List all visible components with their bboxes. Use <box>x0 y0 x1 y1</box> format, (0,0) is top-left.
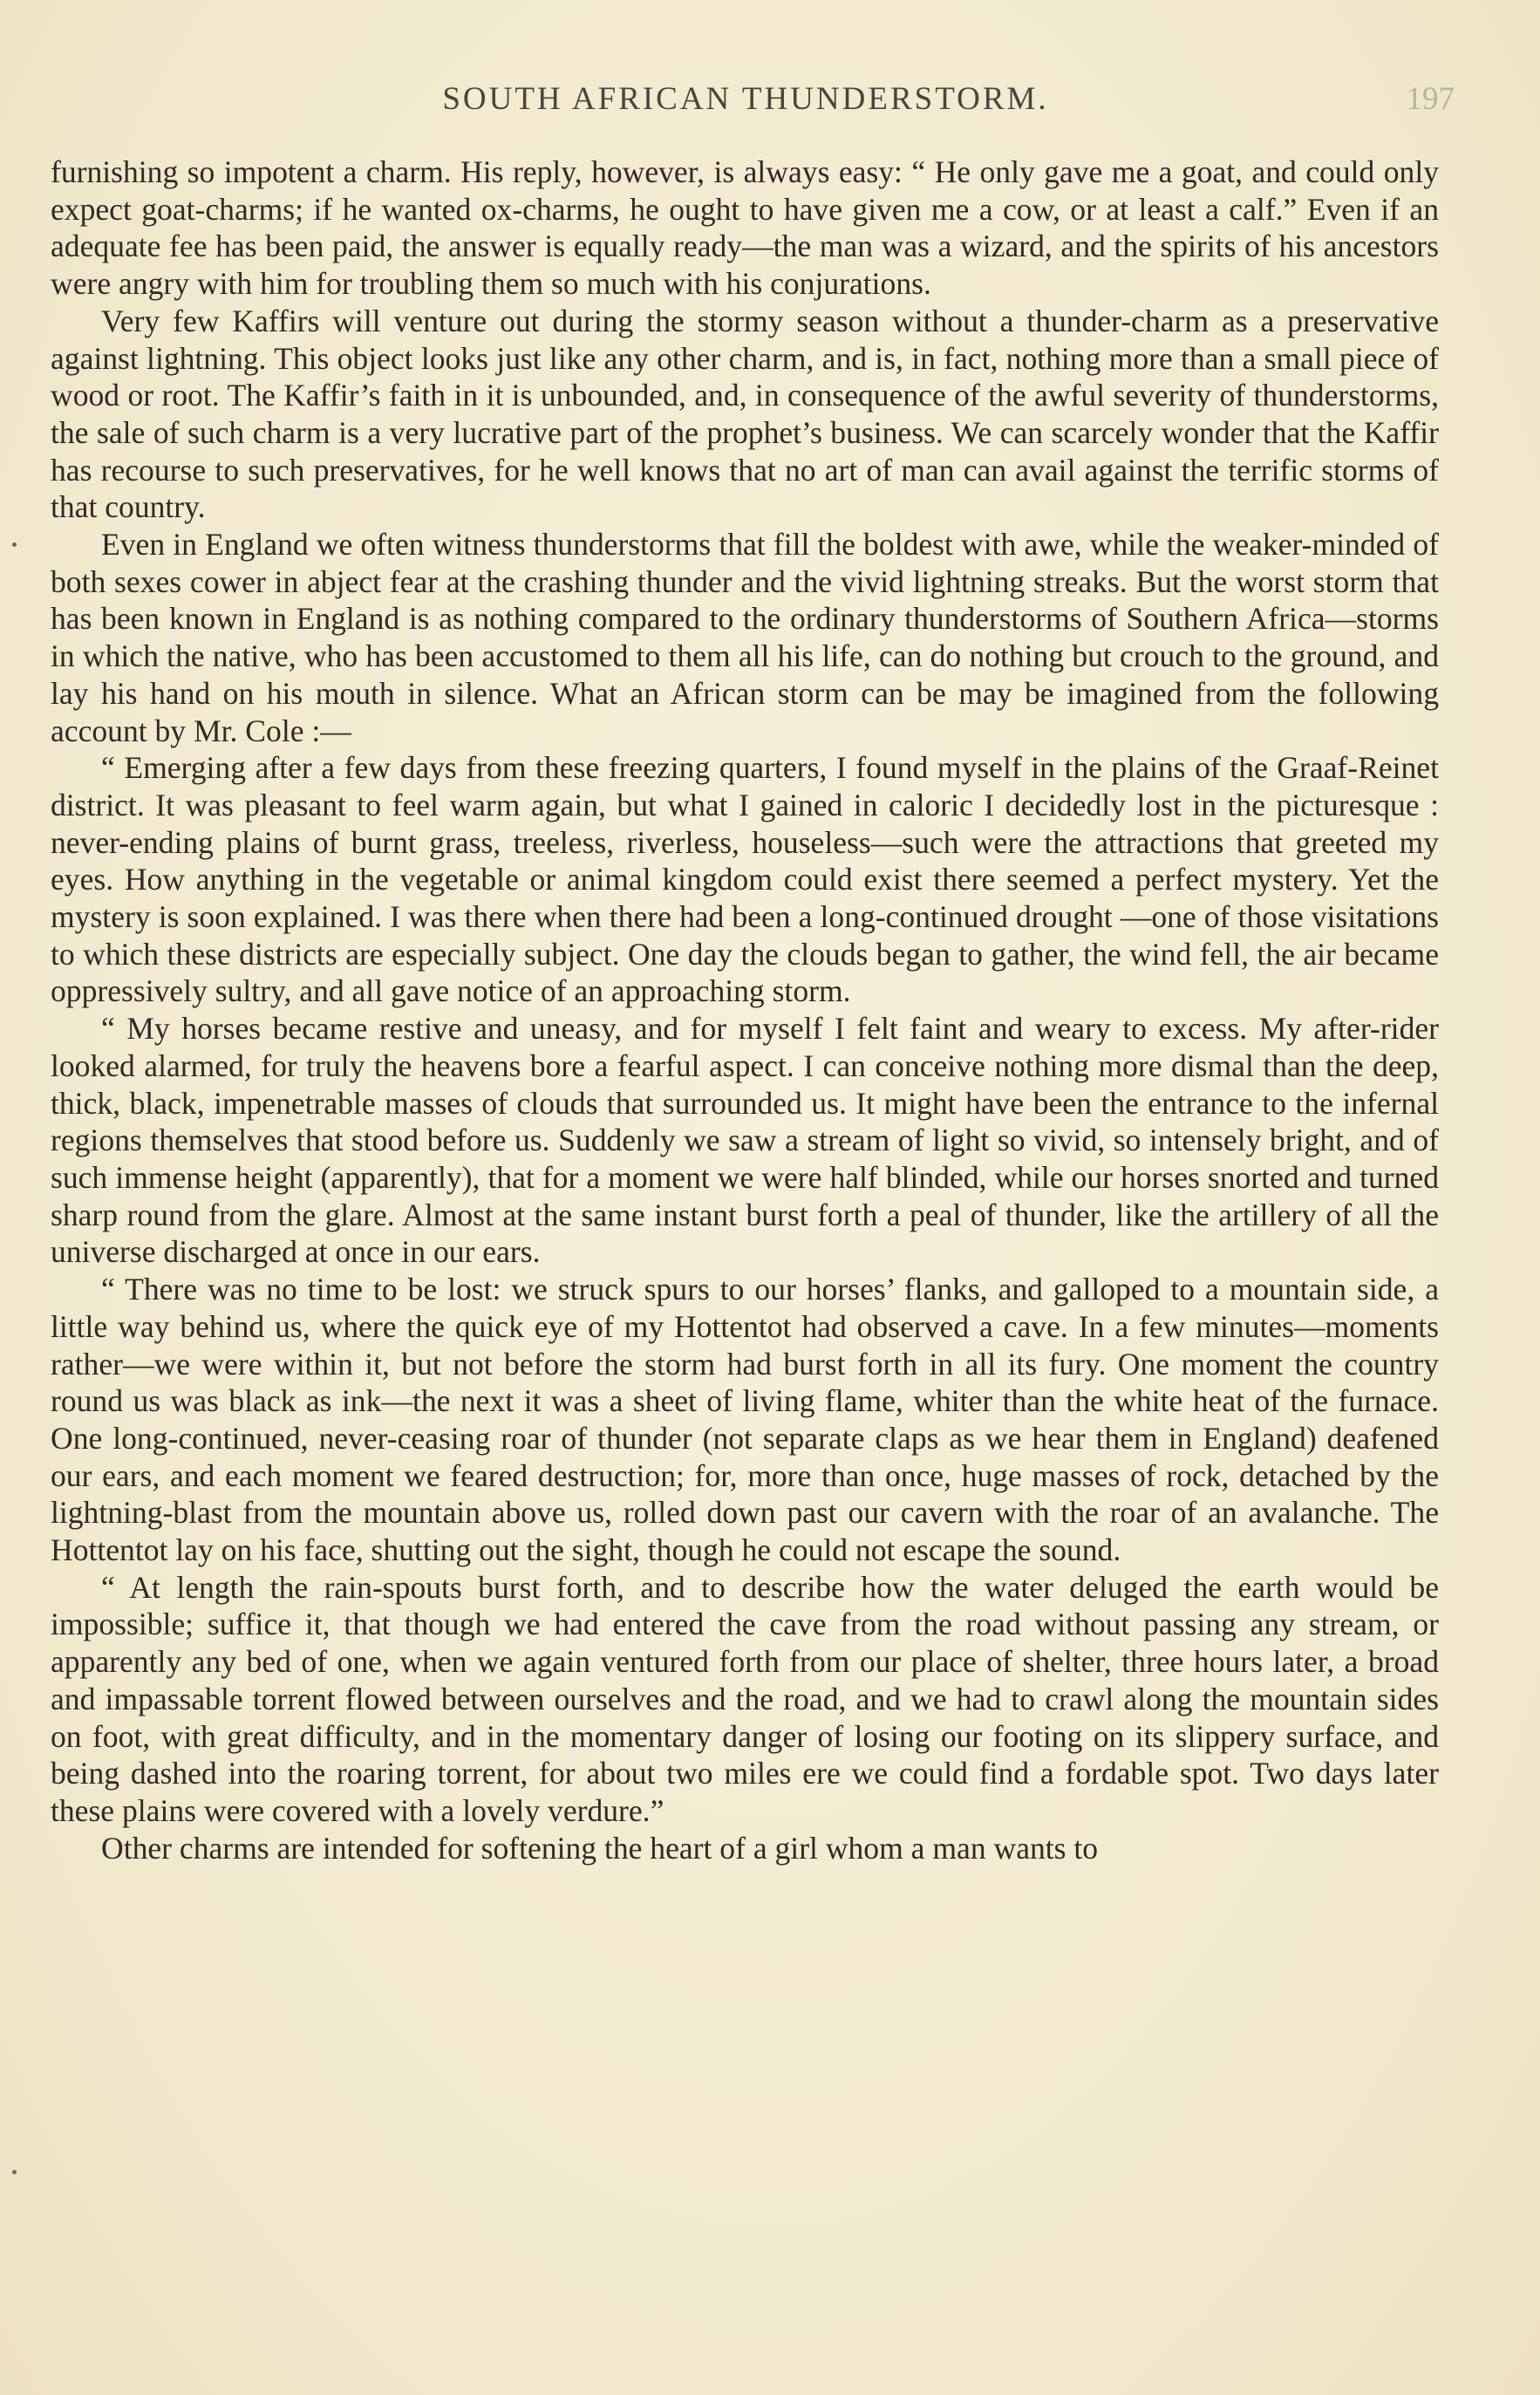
margin-dot-mark <box>12 2170 17 2174</box>
page-number: 197 <box>1406 81 1455 117</box>
paragraph: Even in England we often witness thunderstorms that fill the boldest with awe, while the weaker-minded of both sexes cower in abject fear at the crashing thunder and the vivid lightning streaks. But the worst storm that has been known in England is as nothing compared to the ordinary thunderstorms of Southern Africa—storms in which the native, who has been accustomed to them all his life, can do nothing but crouch to the ground, and lay his hand on his mouth in silence. What an African storm can be may be imagined from the following account by Mr. Cole :— <box>51 527 1439 748</box>
running-title: SOUTH AFRICAN THUNDERSTORM. <box>442 81 1049 117</box>
quoted-paragraph: “ At length the rain-spouts burst forth, and to describe how the water deluged the earth would be impossible; suffice it, that though we had entered the cave from the road without passing any stream, or apparently any bed of one, when we again ventured forth from our place of shelter, three hours later, a broad and impassable torrent flowed between ourselves and the road, and we had to crawl along the mountain sides on foot, with great difficulty, and in the momentary danger of losing our footing on its slippery surface, and being dashed into the roaring torrent, for about two miles ere we could find a fordable spot. Two days later these plains were covered with a lovely verdure.” <box>51 1569 1439 1828</box>
page-header <box>52 80 1455 124</box>
paragraph: Other charms are intended for softening the heart of a girl whom a man wants to <box>101 1830 1099 1866</box>
body-text <box>51 154 1439 1866</box>
quoted-paragraph: “ My horses became restive and uneasy, and for myself I felt faint and weary to excess. My after-rider looked alarmed, for truly the heavens bore a fearful aspect. I can conceive nothing more dismal than the deep, thick, black, impenetrable masses of clouds that surrounded us. It might have been the entrance to the infernal regions themselves that stood before us. Suddenly we saw a stream of light so vivid, so intensely bright, and of such immense height (apparently), that for a moment we were half blinded, while our horses snorted and turned sharp round from the glare. Almost at the same instant burst forth a peal of thunder, like the artillery of all the universe discharged at once in our ears. <box>51 1011 1439 1270</box>
quoted-paragraph: “ Emerging after a few days from these freezing quarters, I found myself in the plains of the Graaf-Reinet district. It was pleasant to feel warm again, but what I gained in caloric I decidedly lost in the picturesque : never-ending plains of burnt grass, treeless, riverless, houseless—such were the attractions that greeted my eyes. How anything in the vegetable or animal kingdom could exist there seemed a perfect mystery. Yet the mystery is soon explained. I was there when there had been a long-continued drought —one of those visitations to which these districts are especially subject. One day the clouds began to gather, the wind fell, the air became oppressively sultry, and all gave notice of an approaching storm. <box>51 750 1439 1009</box>
quoted-paragraph: “ There was no time to be lost: we struck spurs to our horses’ flanks, and galloped to a mountain side, a little way behind us, where the quick eye of my Hottentot had observed a cave. In a few minutes—moments rather—we were within it, but not before the storm had burst forth in all its fury. One moment the country round us was black as ink—the next it was a sheet of living flame, whiter than the white heat of the furnace. One long-continued, never-ceasing roar of thunder (not separate claps as we hear them in England) deafened our ears, and each moment we feared destruction; for, more than once, huge masses of rock, detached by the lightning-blast from the mountain above us, rolled down past our cavern with the roar of an avalanche. The Hottentot lay on his face, shutting out the sight, though he could not escape the sound. <box>51 1272 1439 1568</box>
paragraph: Very few Kaffirs will venture out during the stormy season without a thunder-charm as a preservative against lightning. This object looks just like any other charm, and is, in fact, nothing more than a small piece of wood or root. The Kaffir’s faith in it is unbounded, and, in consequence of the awful severity of thunderstorms, the sale of such charm is a very lucrative part of the prophet’s business. We can scarcely wonder that the Kaffir has recourse to such preservatives, for he well knows that no art of man can avail against the terrific storms of that country. <box>51 303 1439 525</box>
paragraph: furnishing so impotent a charm. His reply, however, is always easy: “ He only gave me a goat, and could only expect goat-charms; if he wanted ox-charms, he ought to have given me a cow, or at least a calf.” Even if an adequate fee has been paid, the answer is equally ready—the man was a wizard, and the spirits of his ancestors were angry with him for troubling them so much with his conjurations. <box>51 154 1439 302</box>
margin-dot-mark <box>12 542 17 547</box>
